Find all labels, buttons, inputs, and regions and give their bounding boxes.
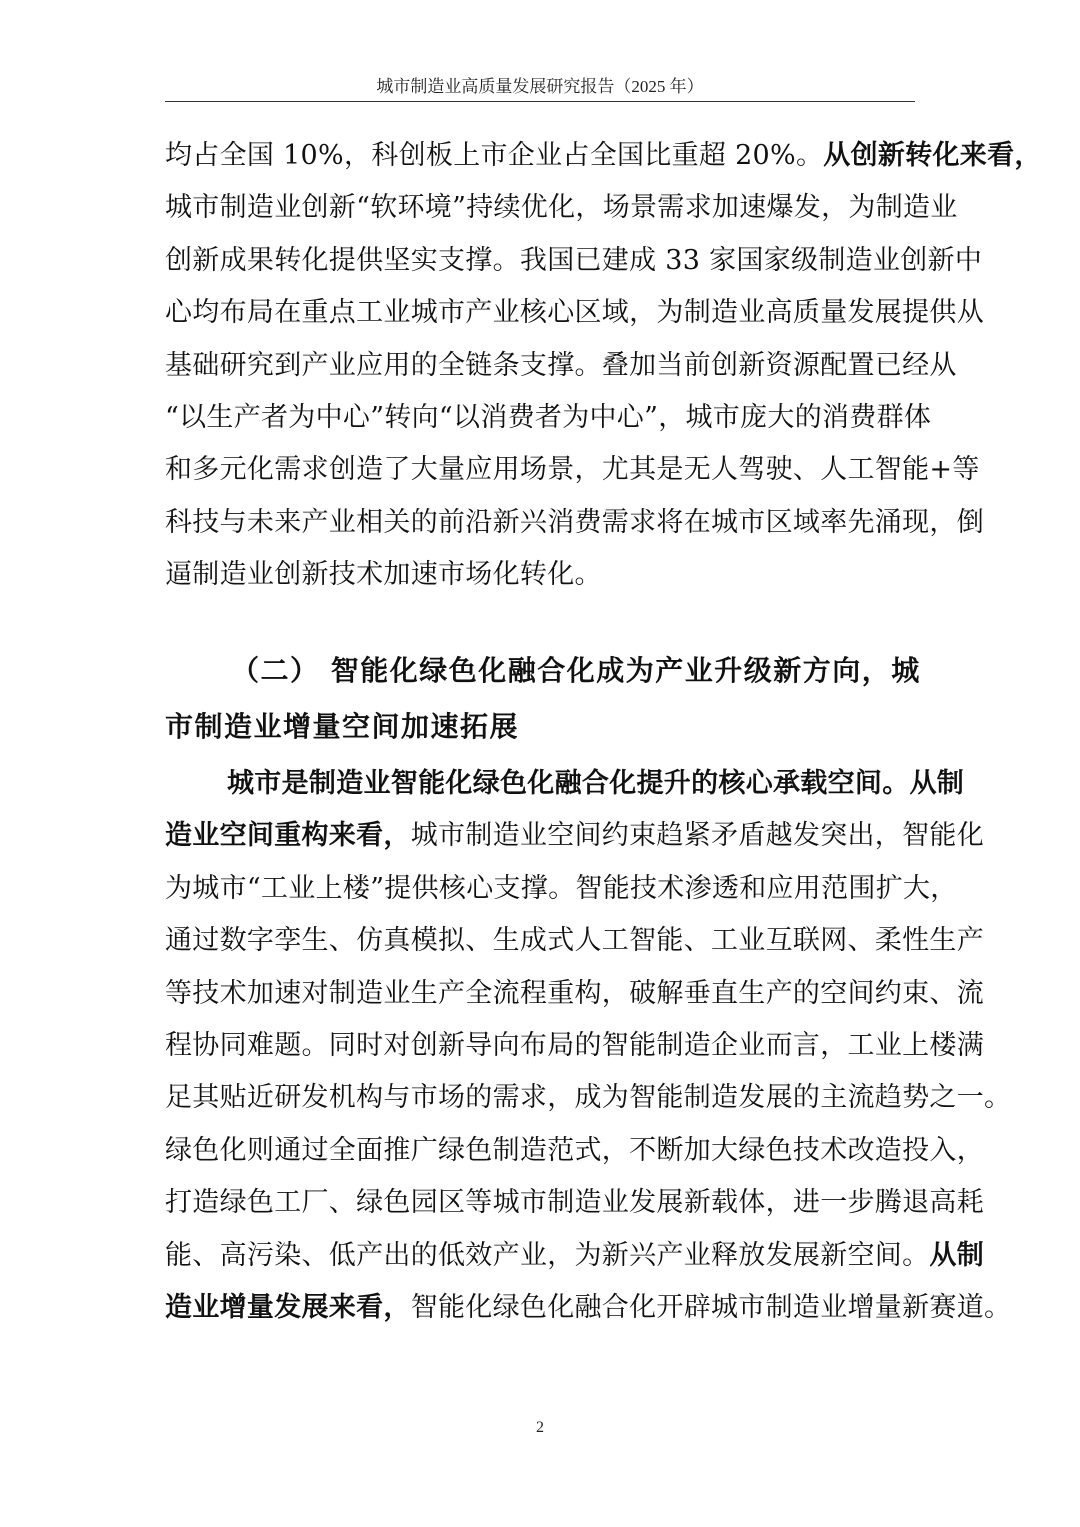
- text-line: [165, 1282, 1012, 1334]
- text-line: [165, 130, 1042, 182]
- text-line: [165, 1230, 985, 1282]
- text-run: 均占全国 10%，科创板上市企业占全国比重超 20%。: [165, 140, 824, 171]
- text-line: 通过数字孪生、仿真模拟、生成式人工智能、工业互联网、柔性生产: [165, 925, 984, 957]
- text-line: 逼制造业创新技术加速市场化转化。: [165, 559, 602, 591]
- text-line: 基础研究到产业应用的全链条支撑。叠加当前创新资源配置已经从: [165, 349, 957, 381]
- bold-lead-phrase: 造业空间重构来看，: [165, 820, 411, 852]
- bold-lead-phrase: 从创新转化来看，: [823, 140, 1042, 171]
- header-divider: [165, 101, 915, 102]
- text-line: 科技与未来产业相关的前沿新兴消费需求将在城市区域率先涌现，倒: [165, 506, 984, 538]
- running-header: 城市制造业高质量发展研究报告（2025 年）: [376, 77, 704, 96]
- text-line: [165, 810, 985, 862]
- bold-lead-phrase: 造业增量发展来看，: [165, 1291, 411, 1323]
- text-run: 城市制造业空间约束趋紧矛盾越发突出，智能化: [410, 820, 985, 852]
- text-line: 足其贴近研发机构与市场的需求，成为智能制造发展的主流趋势之一。: [165, 1082, 1012, 1114]
- text-line: 和多元化需求创造了大量应用场景，尤其是无人驾驶、人工智能+等: [165, 454, 980, 486]
- paragraph-intelligent-green-integration: [165, 758, 1012, 1334]
- text-run: 能、高污染、低产出的低效产业，为新兴产业释放发展新空间。: [165, 1239, 930, 1271]
- text-line: 创新成果转化提供坚实支撑。我国已建成 33 家国家级制造业创新中: [165, 244, 983, 276]
- text-line: 打造绿色工厂、绿色园区等城市制造业发展新载体，进一步腾退高耗: [165, 1187, 984, 1219]
- bold-lead-phrase: 从制: [929, 1239, 985, 1271]
- text-line: 绿色化则通过全面推广绿色制造范式，不断加大绿色技术改造投入，: [165, 1134, 984, 1166]
- text-line: 心均布局在重点工业城市产业核心区域，为制造业高质量发展提供从: [165, 297, 984, 329]
- text-line: “以生产者为中心”转向“以消费者为中心”，城市庞大的消费群体: [165, 401, 932, 433]
- text-run: 智能化绿色化融合化开辟城市制造业增量新赛道。: [410, 1291, 1012, 1323]
- section-heading-line: 市制造业增量空间加速拓展: [165, 710, 520, 743]
- text-line: 城市制造业创新“软环境”持续优化，场景需求加速爆发，为制造业: [165, 192, 958, 224]
- section-heading: [165, 643, 920, 755]
- page-number: 2: [536, 1419, 544, 1436]
- section-heading-line: （二） 智能化绿色化融合化成为产业升级新方向，城: [231, 654, 921, 687]
- text-line: 程协同难题。同时对创新导向布局的智能制造企业而言，工业上楼满: [165, 1029, 984, 1061]
- bold-topic-sentence: 城市是制造业智能化绿色化融合化提升的核心承载空间。从制: [227, 768, 965, 799]
- text-line: 为城市“工业上楼”提供核心支撑。智能技术渗透和应用范围扩大，: [165, 872, 958, 904]
- paragraph-innovation-transformation: [165, 130, 1042, 602]
- text-line: 等技术加速对制造业生产全流程重构，破解垂直生产的空间约束、流: [165, 977, 984, 1009]
